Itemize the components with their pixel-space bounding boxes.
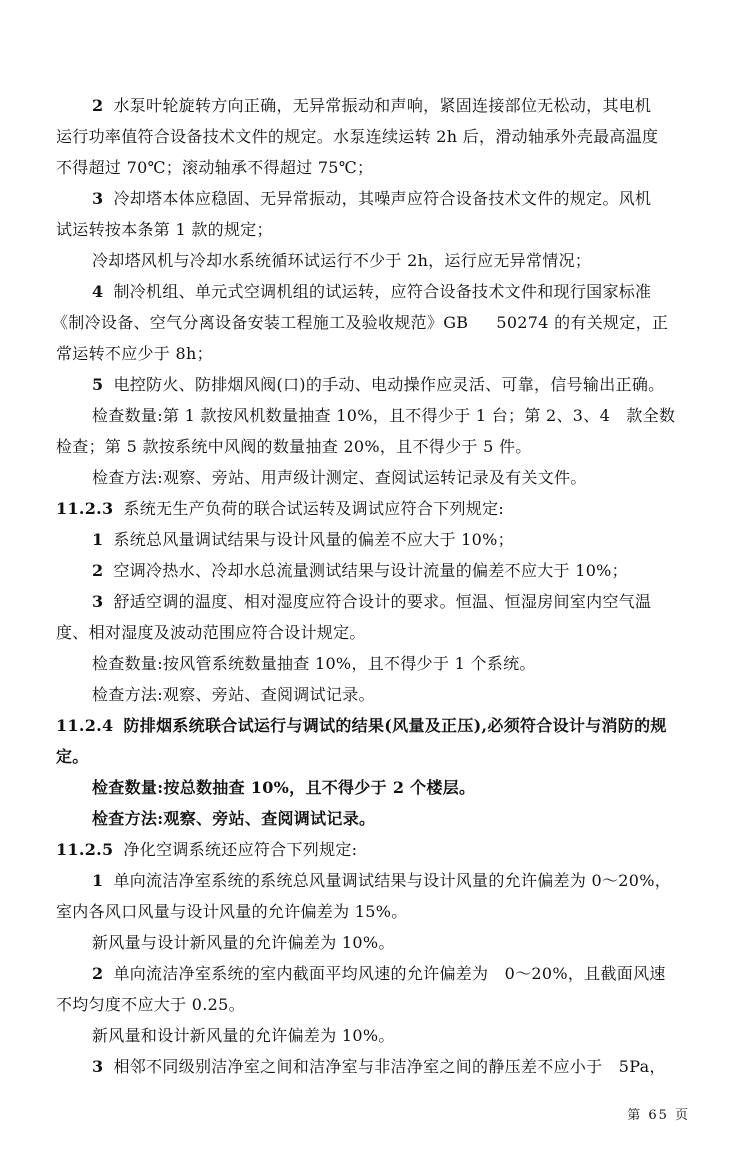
text: 相邻不同级别洁净室之间和洁净室与非洁净室之间的静压差不应小于 5Pa， xyxy=(113,1057,666,1076)
text: 单向流洁净室系统的室内截面平均风速的允许偏差为 0～20%，且截面风速 xyxy=(113,964,666,983)
s1125-item-2-line-2: 不均匀度不应大于 0.25。 xyxy=(56,995,245,1014)
item-5-line-1 xyxy=(92,373,732,397)
section-text: 防排烟系统联合试运行与调试的结果(风量及正压),必须符合设计与消防的规 xyxy=(123,716,667,735)
section-11-2-4-line-2: 定。 xyxy=(56,747,89,766)
check-quantity-1-line-2: 检查；第 5 款按系统中风阀的数量抽查 20%，且不得少于 5 件。 xyxy=(56,437,532,456)
item-3-line-1 xyxy=(92,187,732,211)
item-number: 1 xyxy=(92,871,104,890)
s1125-item-3-line-1 xyxy=(92,1055,732,1079)
item-number: 5 xyxy=(92,375,104,394)
section-number: 11.2.5 xyxy=(56,840,114,859)
text: 电控防火、防排烟风阀(口)的手动、电动操作应灵活、可靠，信号输出正确。 xyxy=(113,375,665,394)
section-text: 净化空调系统还应符合下列规定: xyxy=(123,840,358,859)
section-number: 11.2.4 xyxy=(56,716,114,735)
item-2-line-3: 不得超过 70℃；滚动轴承不得超过 75℃； xyxy=(56,158,374,177)
text: 50274 的有关规定，正 xyxy=(496,313,669,332)
item-number: 2 xyxy=(92,96,104,115)
text: 制冷机组、单元式空调机组的试运转，应符合设备技术文件和现行国家标准 xyxy=(113,282,652,301)
s1123-item-3-line-1 xyxy=(92,590,732,614)
item-4-line-1 xyxy=(92,280,732,304)
text: 系统总风量调试结果与设计风量的偏差不应大于 10%； xyxy=(113,530,514,549)
item-number: 3 xyxy=(92,592,104,611)
item-3-line-3: 冷却塔风机与冷却水系统循环试运行不少于 2h，运行应无异常情况； xyxy=(92,251,592,270)
s1123-item-3-line-2: 度、相对湿度及波动范围应符合设计规定。 xyxy=(56,623,366,642)
check-quantity-2: 检查数量:按风管系统数量抽查 10%，且不得少于 1 个系统。 xyxy=(92,654,536,673)
item-3-line-2: 试运转按本条第 1 款的规定； xyxy=(56,220,273,239)
text: 水泵叶轮旋转方向正确，无异常振动和声响，紧固连接部位无松动，其电机 xyxy=(113,96,652,115)
section-11-2-3 xyxy=(56,497,696,521)
check-method-2: 检查方法:观察、旁站、查阅调试记录。 xyxy=(92,685,375,704)
check-quantity-1-line-1: 检查数量:第 1 款按风机数量抽查 10%，且不得少于 1 台；第 2、3、4 款全数 xyxy=(92,406,676,425)
section-number: 11.2.3 xyxy=(56,499,114,518)
s1125-item-1-line-1 xyxy=(92,869,732,893)
item-number: 3 xyxy=(92,189,104,208)
check-quantity-3: 检查数量:按总数抽查 10%，且不得少于 2 个楼层。 xyxy=(92,778,476,797)
s1125-item-1-line-2: 室内各风口风量与设计风量的允许偏差为 15%。 xyxy=(56,902,408,921)
item-4-line-2 xyxy=(52,311,692,335)
item-number: 2 xyxy=(92,561,104,580)
item-number: 4 xyxy=(92,282,104,301)
text: 单向流洁净室系统的系统总风量调试结果与设计风量的允许偏差为 0～20%， xyxy=(113,871,672,890)
section-11-2-4-line-1 xyxy=(56,714,696,738)
item-number: 2 xyxy=(92,964,104,983)
item-2-line-2: 运行功率值符合设备技术文件的规定。水泵连续运转 2h 后，滑动轴承外壳最高温度 xyxy=(56,127,659,146)
s1125-item-1-line-3: 新风量与设计新风量的允许偏差为 10%。 xyxy=(92,933,395,952)
s1125-item-2-line-1 xyxy=(92,962,732,986)
text: 冷却塔本体应稳固、无异常振动，其噪声应符合设备技术文件的规定。风机 xyxy=(113,189,652,208)
s1123-item-2 xyxy=(92,559,732,583)
item-2-line-1 xyxy=(92,94,732,118)
item-number: 1 xyxy=(92,530,104,549)
s1125-item-2-line-3: 新风量和设计新风量的允许偏差为 10%。 xyxy=(92,1026,395,1045)
page-number: 第 65 页 xyxy=(627,1108,690,1123)
item-number: 3 xyxy=(92,1057,104,1076)
s1123-item-1 xyxy=(92,528,732,552)
text: 空调冷热水、冷却水总流量测试结果与设计流量的偏差不应大于 10%； xyxy=(113,561,628,580)
section-11-2-5 xyxy=(56,838,696,862)
text: 舒适空调的温度、相对湿度应符合设计的要求。恒温、恒湿房间室内空气温 xyxy=(113,592,652,611)
check-method-1: 检查方法:观察、旁站、用声级计测定、查阅试运转记录及有关文件。 xyxy=(92,468,587,487)
item-4-line-3: 常运转不应少于 8h； xyxy=(56,344,213,363)
section-text: 系统无生产负荷的联合试运转及调试应符合下列规定: xyxy=(123,499,505,518)
check-method-3: 检查方法:观察、旁站、查阅调试记录。 xyxy=(92,809,376,828)
text: 《制冷设备、空气分离设备安装工程施工及验收规范》GB xyxy=(52,313,469,332)
